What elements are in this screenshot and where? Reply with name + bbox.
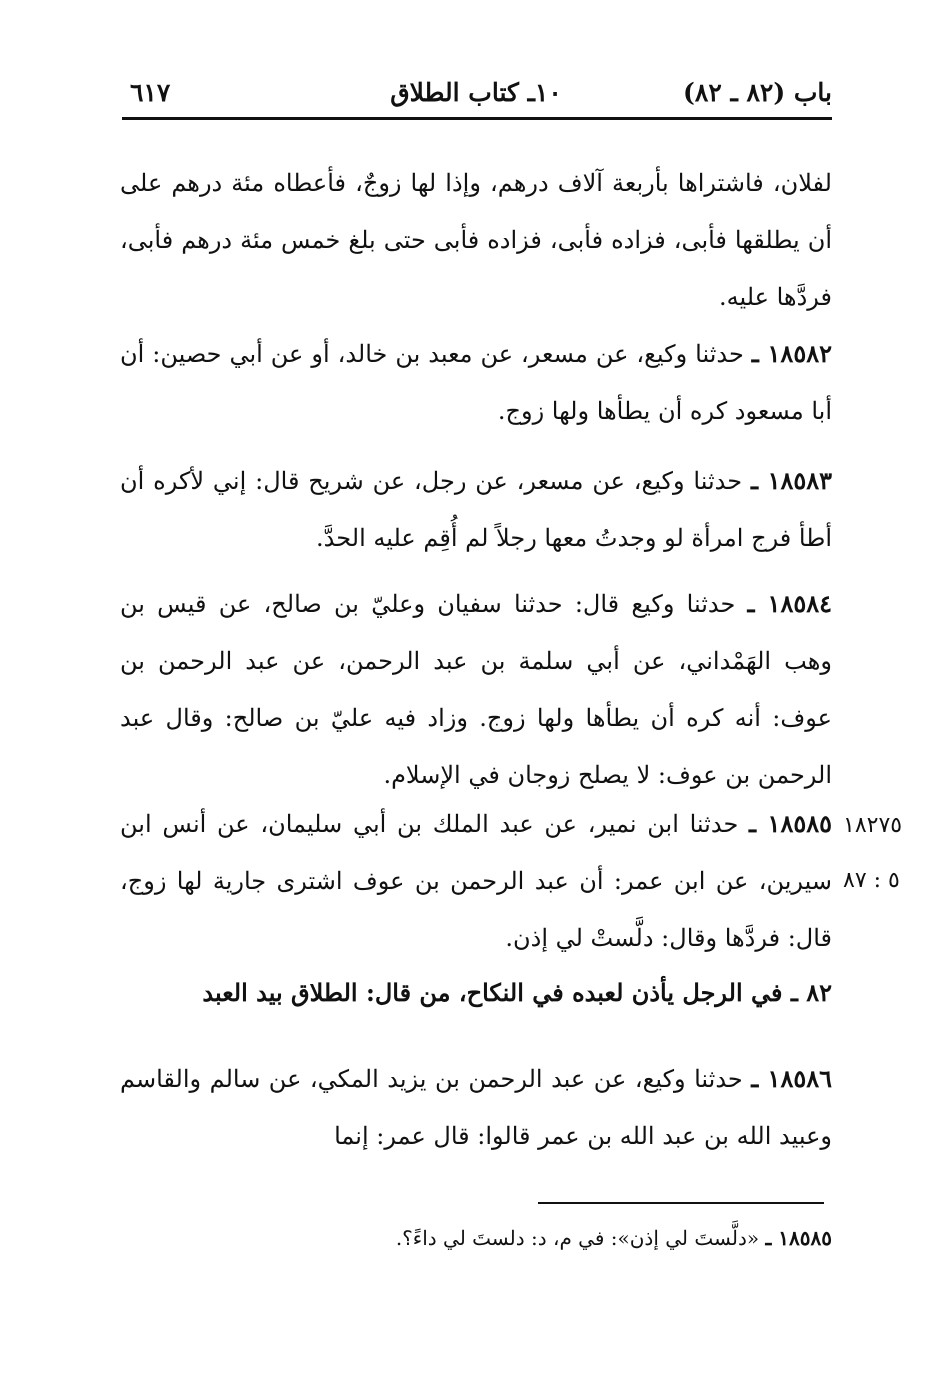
hadith-text: حدثنا وكيع قال: حدثنا سفيان وعليّ بن صالح، عن قيس بن وهب الهَمْداني، عن أبي سلمة بن عبد الرحمن، عن عبد الرحمن بن عوف: أنه كره أن يطأها ولها زوج. وزاد فيه عليّ بن صالح: وقال عبد الرحمن بن عوف: لا يصلح زوجان في الإسلام. (120, 590, 832, 789)
page-number: ٦١٧ (130, 78, 171, 107)
hadith-18586 (120, 1050, 832, 1165)
page-header (120, 70, 832, 116)
hadith-number: ١٨٥٨٤ ـ (747, 589, 832, 618)
hadith-number: ١٨٥٨٢ ـ (751, 339, 832, 368)
paragraph-text: لفلان، فاشتراها بأربعة آلاف درهم، وإذا لها زوجٌ، فأعطاه مئة درهم على أن يطلقها فأبى، فزاده فأبى، فزاده فأبى حتى بلغ خمس مئة درهم فأبى، فردَّها عليه. (120, 169, 832, 311)
header-section: باب (٨٢ ـ ٨٢) (683, 78, 832, 107)
hadith-text: حدثنا وكيع، عن مسعر، عن رجل، عن شريح قال: إني لأكره أن أطأ فرج امرأة لو وجدتُ معها رجلاً لم أُقِم عليه الحدَّ. (120, 467, 832, 552)
hadith-number: ١٨٥٨٣ ـ (750, 466, 833, 495)
hadith-text: حدثنا وكيع، عن عبد الرحمن بن يزيد المكي، عن سالم والقاسم وعبيد الله بن عبد الله بن عمر قالوا: قال عمر: إنما (120, 1065, 832, 1150)
hadith-text: حدثنا ابن نمير، عن عبد الملك بن أبي سليمان، عن أنس ابن سيرين، عن ابن عمر: أن عبد الرحمن بن عوف اشترى جارية لها زوج، قال: فردَّها وقال: دلَّستْ لي إذن. (120, 810, 832, 952)
header-rule (122, 117, 832, 120)
hadith-number: ١٨٥٨٦ ـ (751, 1064, 832, 1093)
margin-ref-number: ١٨٢٧٥ (843, 813, 903, 838)
hadith-18584 (120, 575, 832, 804)
paragraph-continuation (120, 155, 832, 326)
footnote-number: ١٨٥٨٥ ـ (765, 1226, 832, 1250)
hadith-text: حدثنا وكيع، عن مسعر، عن معبد بن خالد، أو عن أبي حصين: أن أبا مسعود كره أن يطأها ولها زوج. (120, 340, 832, 425)
footnote-rule (538, 1202, 824, 1204)
hadith-18582 (120, 325, 832, 440)
hadith-18585 (120, 795, 832, 967)
footnote-text: «دلَّستَ لي إذن»: في م، د: دلستَ لي داءً؟. (395, 1226, 760, 1250)
header-book-title: ١٠ـ كتاب الطلاق (390, 78, 562, 107)
hadith-18583 (120, 452, 832, 567)
footnote (120, 1226, 832, 1250)
hadith-number: ١٨٥٨٥ ـ (749, 809, 832, 838)
chapter-heading: ٨٢ ـ في الرجل يأذن لعبده في النكاح، من قال: الطلاق بيد العبد (202, 978, 832, 1007)
margin-ref-volume-page: ٥ : ٨٧ (843, 868, 900, 893)
